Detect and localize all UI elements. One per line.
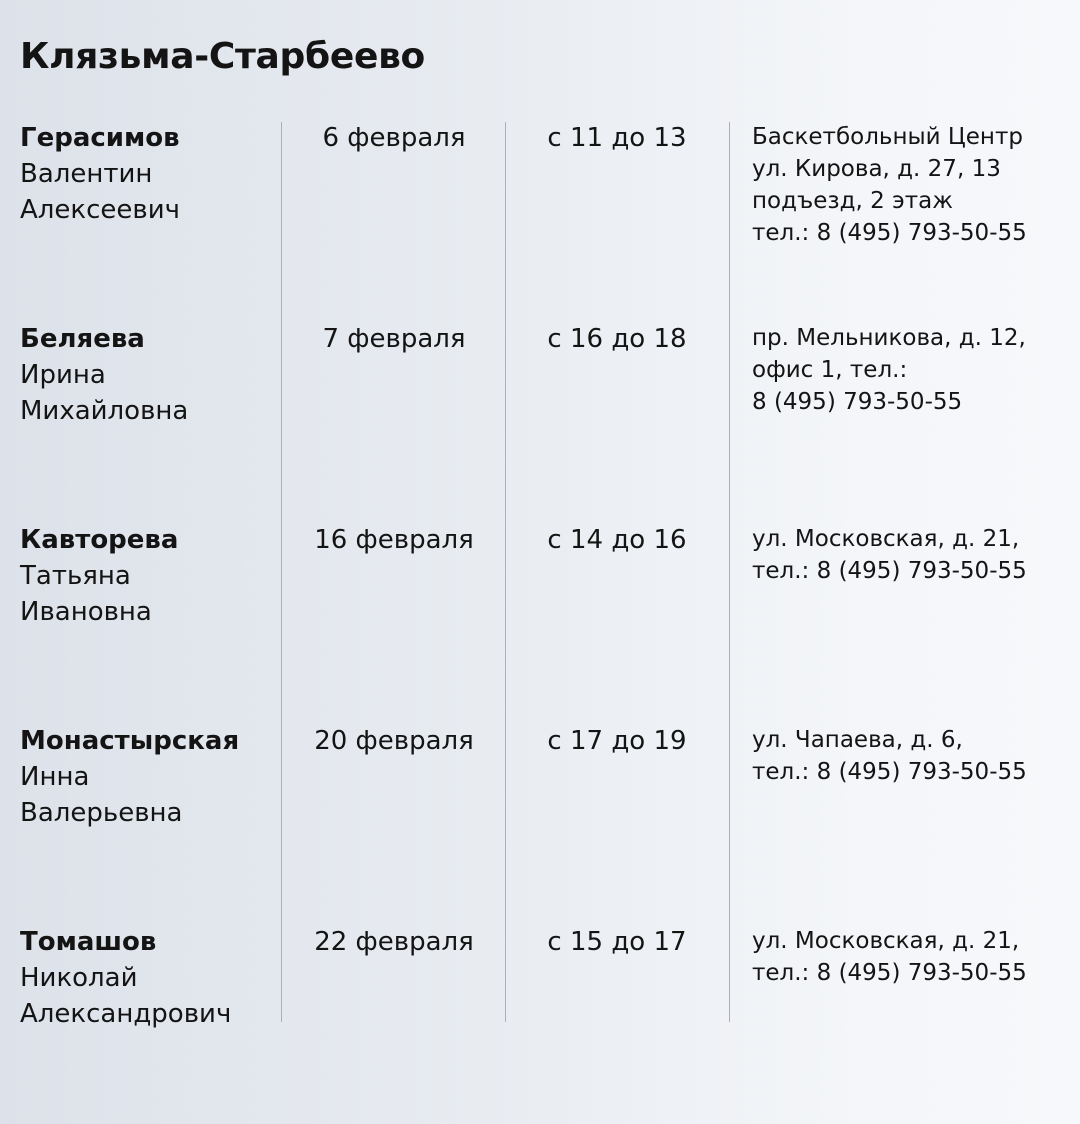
address-line: пр. Мельникова, д. 12, [752,325,1026,351]
address-line: тел.: 8 (495) 793-50-55 [752,759,1027,785]
schedule-row [0,120,1080,320]
person-first-name: Валентин [20,159,153,189]
address-line: ул. Московская, д. 21, [752,928,1020,954]
person-patronymic: Александрович [20,999,232,1029]
address-line: тел.: 8 (495) 793-50-55 [752,220,1027,246]
reception-date: 7 февраля [322,324,466,354]
person-surname: Герасимов [20,123,180,153]
reception-time: с 11 до 13 [547,123,687,153]
person-name [20,120,275,228]
person-first-name: Инна [20,762,90,792]
person-surname: Томашов [20,927,157,957]
person-patronymic: Валерьевна [20,798,183,828]
person-first-name: Татьяна [20,561,131,591]
schedule-row [0,522,1080,722]
person-first-name: Николай [20,963,138,993]
address-line: тел.: 8 (495) 793-50-55 [752,960,1027,986]
reception-time: с 17 до 19 [547,726,687,756]
reception-time: с 15 до 17 [547,927,687,957]
person-name [20,321,275,429]
address-line: ул. Московская, д. 21, [752,526,1020,552]
person-surname: Беляева [20,324,145,354]
person-first-name: Ирина [20,360,106,390]
reception-time: с 16 до 18 [547,324,687,354]
reception-address [752,322,1072,418]
reception-date: 6 февраля [322,123,466,153]
reception-date: 22 февраля [314,927,474,957]
schedule-row [0,321,1080,521]
address-line: офис 1, тел.: [752,357,908,383]
reception-address [752,724,1072,788]
address-line: Баскетбольный Центр [752,124,1023,150]
reception-time: с 14 до 16 [547,525,687,555]
reception-date: 16 февраля [314,525,474,555]
page-title: Клязьма-Старбеево [20,36,425,77]
person-name [20,522,275,630]
address-line: подъезд, 2 этаж [752,188,953,214]
schedule-row [0,924,1080,1124]
address-line: тел.: 8 (495) 793-50-55 [752,558,1027,584]
person-patronymic: Ивановна [20,597,152,627]
address-line: ул. Чапаева, д. 6, [752,727,963,753]
address-line: 8 (495) 793-50-55 [752,389,963,415]
person-surname: Кавторева [20,525,179,555]
reception-address [752,925,1072,989]
schedule-row [0,723,1080,923]
reception-address [752,523,1072,587]
person-surname: Монастырская [20,726,240,756]
reception-address [752,121,1072,249]
person-name [20,924,275,1032]
reception-date: 20 февраля [314,726,474,756]
person-patronymic: Михайловна [20,396,189,426]
person-patronymic: Алексеевич [20,195,180,225]
person-name [20,723,275,831]
address-line: ул. Кирова, д. 27, 13 [752,156,1001,182]
